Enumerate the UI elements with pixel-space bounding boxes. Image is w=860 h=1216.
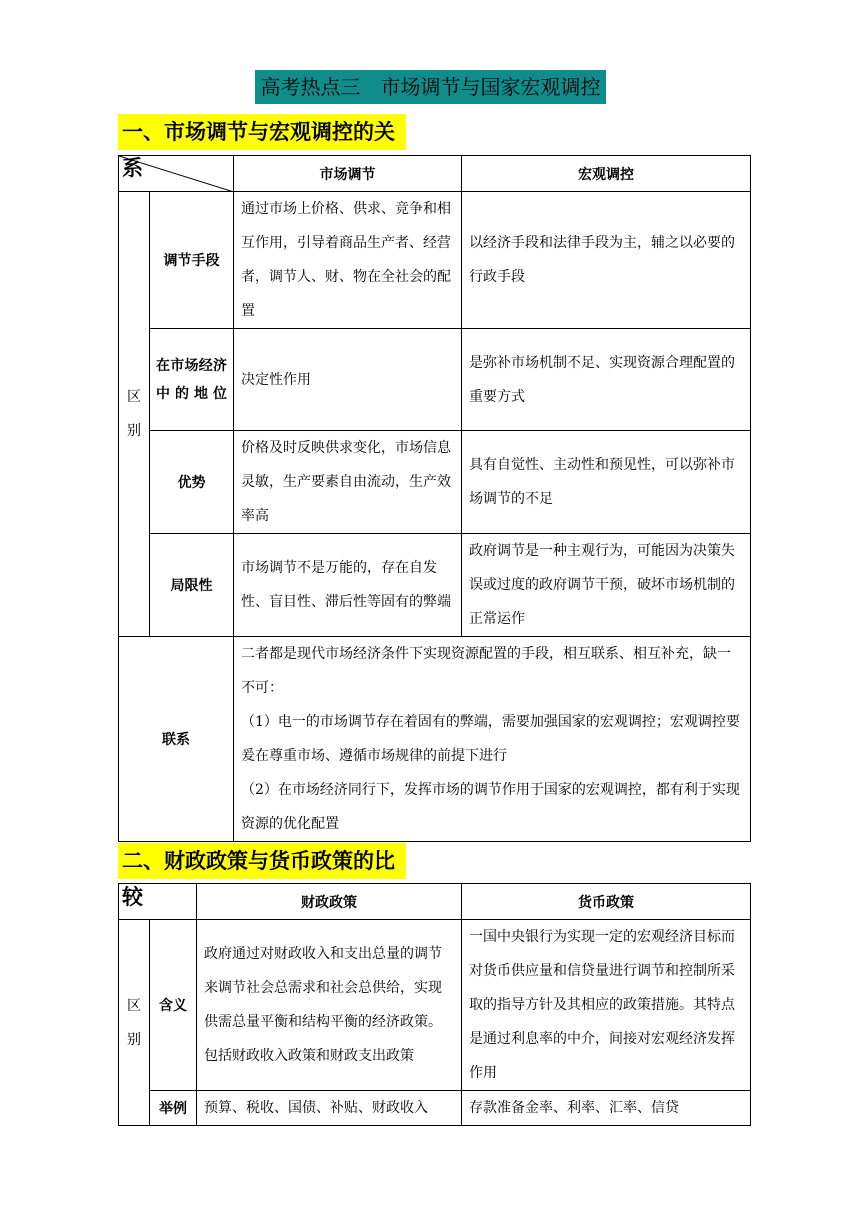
cell-connection	[234, 637, 751, 842]
cell-market-advantage: 价格及时反映供求变化，市场信息灵敏，生产要素自由流动，生产效率高	[234, 431, 462, 534]
fiscal-monetary-table	[118, 883, 751, 1126]
column-header-monetary: 货币政策	[462, 884, 751, 920]
row-label-example: 举例	[150, 1091, 197, 1126]
cell-macro-status: 是弥补市场机制不足、实现资源合理配置的重要方式	[462, 329, 751, 431]
column-header-macro: 宏观调控	[462, 156, 751, 192]
connection-line-1: 二者都是现代市场经济条件下实现资源配置的手段，相互联系、相互补充，缺一不可：	[241, 646, 731, 696]
cell-fiscal-example: 预算、税收、国债、补贴、财政收入	[197, 1091, 462, 1126]
row-label-advantage: 优势	[150, 431, 234, 534]
diagonal-line	[119, 156, 234, 192]
document-title: 高考热点三 市场调节与国家宏观调控	[255, 70, 606, 104]
cell-market-means: 通过市场上价格、供求、竞争和相互作用，引导着商品生产者、经营者，调节人、财、物在全社会的配置	[234, 192, 462, 329]
cell-fiscal-meaning: 政府通过对财政收入和支出总量的调节来调节社会总需求和社会总供给，实现供需总量平衡和结构平衡的经济政策。包括财政收入政策和财政支出政策	[197, 920, 462, 1091]
group-label-difference	[119, 192, 150, 637]
cell-market-limitation: 市场调节不是万能的，存在自发性、盲目性、滞后性等固有的弊端	[234, 534, 462, 637]
connection-line-3: （2）在市场经济同行下，发挥市场的调节作用于国家的宏观调控，都有利于实现资源的优化配置	[241, 782, 740, 832]
cell-monetary-meaning: 一国中央银行为实现一定的宏观经济目标而对货币供应量和信贷量进行调节和控制所采取的指导方针及其相应的政策措施。其特点是通过利息率的中介，间接对宏观经济发挥作用	[462, 920, 751, 1091]
group-label-text-2: 区别	[127, 997, 141, 1048]
cell-macro-means: 以经济手段和法律手段为主，辅之以必要的行政手段	[462, 192, 751, 329]
row-label-connection: 联系	[119, 637, 234, 842]
row-label-means: 调节手段	[150, 192, 234, 329]
row-label-status: 在市场经济中的地位	[150, 329, 234, 431]
cell-macro-limitation: 政府调节是一种主观行为，可能因为决策失误或过度的政府调节干预，破坏市场机制的正常运作	[462, 534, 751, 637]
row-label-limitation: 局限性	[150, 534, 234, 637]
market-macro-table	[118, 155, 751, 842]
section-heading-market-macro: 一、市场调节与宏观调控的关系	[118, 114, 406, 150]
group-label-text: 区别	[127, 389, 141, 439]
cell-macro-advantage: 具有自觉性、主动性和预见性，可以弥补市场调节的不足	[462, 431, 751, 534]
cell-market-status: 决定性作用	[234, 329, 462, 431]
section-heading-fiscal-monetary: 二、财政政策与货币政策的比较	[118, 843, 406, 879]
diagonal-header-cell	[119, 156, 234, 192]
cell-monetary-example: 存款准备金率、利率、汇率、信贷	[462, 1091, 751, 1126]
column-header-fiscal: 财政政策	[197, 884, 462, 920]
group-label-difference-2	[119, 920, 150, 1126]
column-header-market: 市场调节	[234, 156, 462, 192]
row-label-meaning: 含义	[150, 920, 197, 1091]
connection-line-2: （1）电一的市场调节存在着固有的弊端，需要加强国家的宏观调控；宏观调控要爰在尊重市场、遵循市场规律的前提下进行	[241, 714, 740, 764]
empty-header-cell	[119, 884, 197, 920]
